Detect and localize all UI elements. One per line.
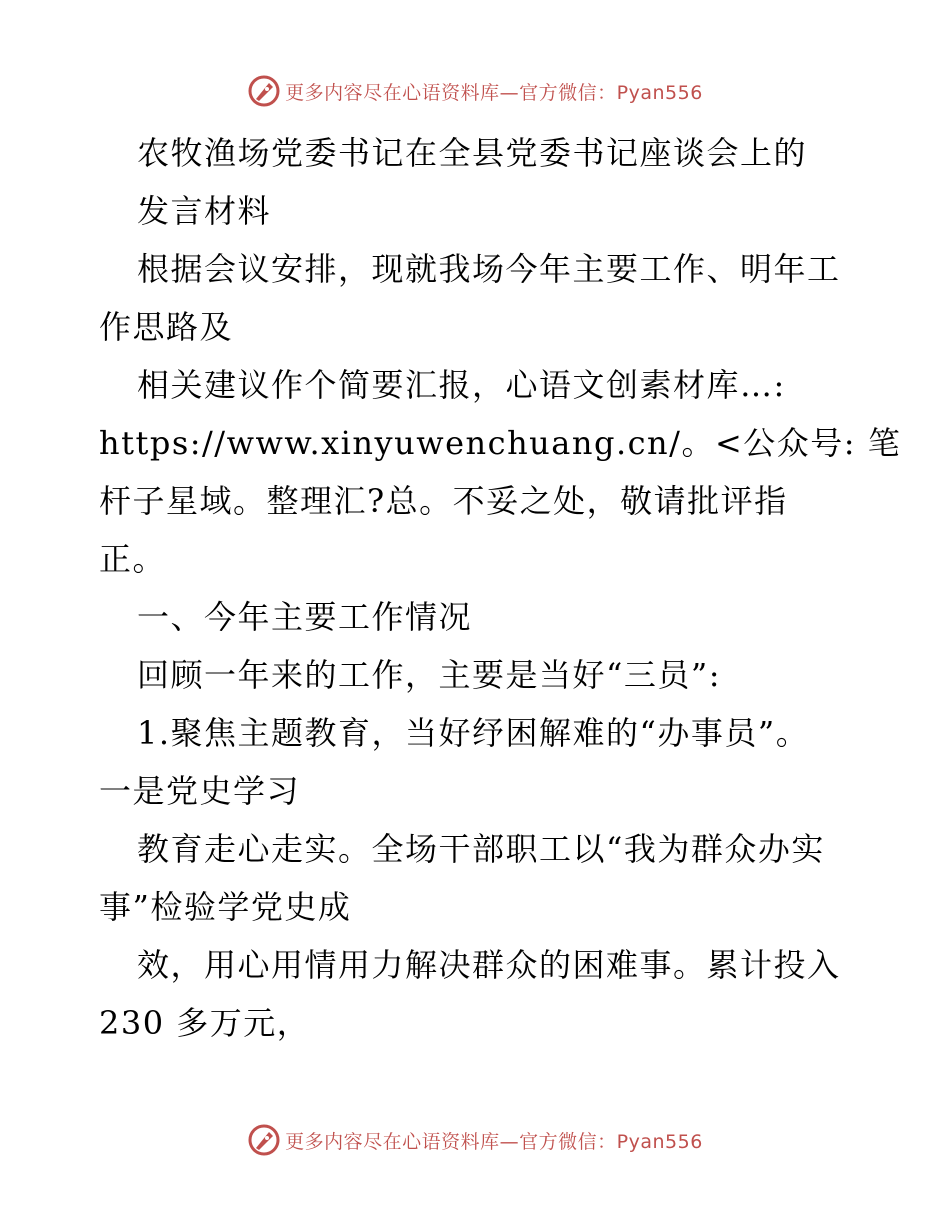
paragraph-line: 杆子星域。整理汇?总。不妥之处，敬请批评指 [99, 482, 788, 520]
footer-banner [0, 1120, 950, 1160]
paragraph-line: 回顾一年来的工作，主要是当好“三员”: [137, 656, 722, 694]
paragraph-line: 根据会议安排，现就我场今年主要工作、明年工 [137, 250, 841, 288]
pen-nib-icon [247, 74, 281, 108]
paragraph-line: 事”检验学党史成 [99, 888, 352, 926]
paragraph-line: 作思路及 [99, 308, 234, 346]
paragraph-line: 教育走心走实。全场干部职工以“我为群众办实 [137, 830, 825, 868]
paragraph-line: 相关建议作个简要汇报，心语文创素材库…: [137, 366, 786, 404]
document-body [99, 124, 902, 1052]
header-banner [0, 71, 950, 111]
banner-text: 更多内容尽在心语资料库—官方微信：Pyan556 [285, 1130, 703, 1153]
paragraph-line: 效，用心用情用力解决群众的困难事。累计投入 [137, 946, 841, 984]
section-heading: 一、今年主要工作情况 [137, 598, 473, 636]
doc-title-line-1: 农牧渔场党委书记在全县党委书记座谈会上的 [137, 134, 808, 172]
paragraph-line: 1.聚焦主题教育，当好纾困解难的“办事员”。 [137, 714, 810, 752]
paragraph-line: 一是党史学习 [99, 772, 301, 810]
paragraph-line: https://www.xinyuwenchuang.cn/。<公众号: 笔 [99, 424, 902, 462]
paragraph-line: 230 多万元， [99, 1004, 311, 1042]
doc-title-line-2: 发言材料 [137, 192, 272, 230]
banner-text: 更多内容尽在心语资料库—官方微信：Pyan556 [285, 81, 703, 104]
paragraph-line: 正。 [99, 540, 167, 578]
pen-nib-icon [247, 1123, 281, 1157]
